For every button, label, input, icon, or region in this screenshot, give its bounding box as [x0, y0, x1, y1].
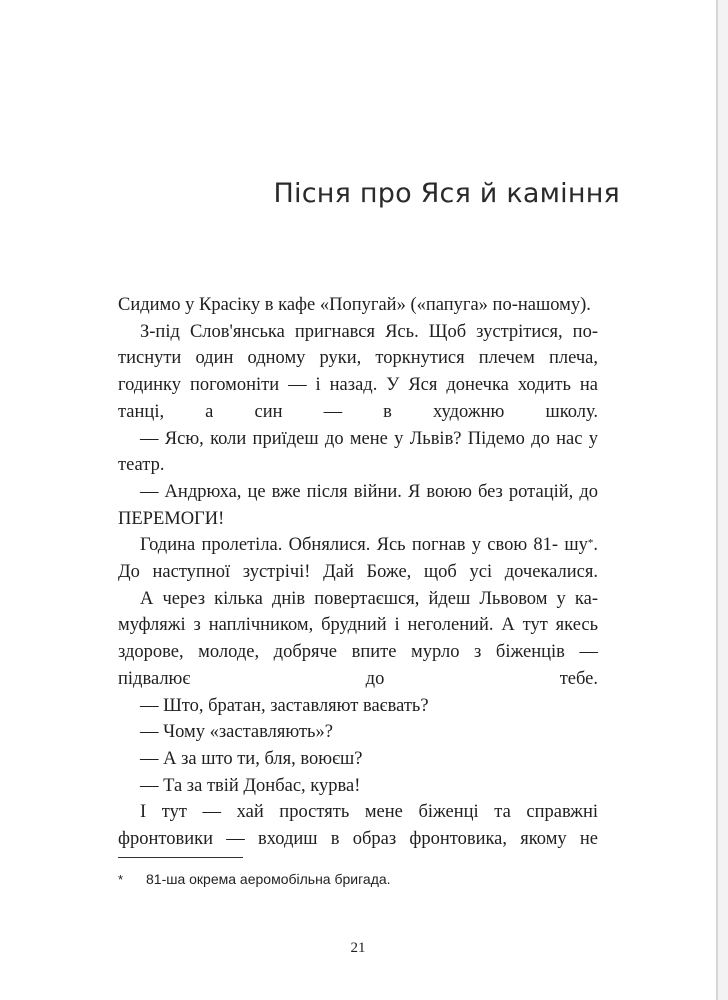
text-line: — А за што ти, бля, воюєш? — [140, 748, 363, 769]
page-number: 21 — [350, 940, 366, 956]
text-line: — Андрюха, це вже після війни. Я воюю без ротацій, — [140, 481, 574, 502]
page-edge-shadow — [718, 0, 728, 1000]
text-line: Година пролетіла. Обнялися. Ясь погнав у свою 81- — [140, 535, 559, 556]
paragraph — [118, 799, 598, 852]
text-line: годинку погомоніти — і назад. У Яся донечка ходить на — [118, 375, 598, 396]
text-line: до ПЕРЕМОГИ! — [118, 481, 598, 529]
text-line: тиснути один одному руки, торкнутися плечем плеча, — [118, 348, 598, 369]
text-line: муфляжі з наплічником, брудний і неголений. А тут — [118, 615, 548, 636]
text-line: А через кілька днів повертаєшся, йдеш Львовом у ка- — [140, 588, 598, 609]
text-line: фронтовики — входиш в образ фронтовика, якому не — [118, 829, 598, 850]
chapter-body — [118, 292, 598, 853]
paragraph — [118, 292, 598, 319]
text-line: До наступної зустрічі! Дай Боже, щоб усі дочекалися. — [118, 562, 598, 583]
paragraph — [118, 319, 598, 426]
text-line: підвалює до тебе. — [118, 668, 598, 689]
paragraph — [118, 719, 598, 746]
text-line: якесь здорове, молоде, добряче впите мурло з біженців — — [118, 615, 599, 663]
footnote-divider — [118, 857, 243, 858]
paragraph — [118, 426, 598, 479]
footnote-reference: * — [587, 537, 594, 550]
footnote-text: 81-ша окрема аеромобільна бригада. — [146, 871, 391, 887]
text-line: у театр. — [118, 428, 599, 476]
text-line: З-під Слов'янська пригнався Ясь. Щоб зустрітися, по- — [140, 321, 598, 342]
text-line: — Та за твій Донбас, курва! — [140, 775, 361, 796]
chapter-title: Пісня про Яся й каміння — [273, 178, 620, 209]
paragraph — [118, 586, 598, 693]
footnote-marker: * — [118, 872, 124, 887]
paragraph — [118, 773, 598, 800]
text-line: танці, а син — в художню школу. — [118, 401, 598, 422]
paragraph — [118, 693, 598, 720]
text-line: І тут — хай простять мене біженці та справжні — [140, 802, 598, 823]
paragraph — [118, 746, 598, 773]
text-line: шу — [564, 535, 588, 556]
text-line: — Што, братан, заставляют ваєвать? — [140, 695, 429, 716]
page-edge-line — [716, 0, 718, 1000]
text-line: — Чому «заставляють»? — [140, 722, 333, 743]
text-line: Сидимо у Красіку в кафе «Попугай» («папуга» по-нашому). — [118, 295, 591, 315]
text-line: — Ясю, коли приїдеш до мене у Львів? Підемо до нас — [140, 428, 583, 449]
footnote — [118, 871, 598, 887]
paragraph: Година пролетіла. Обнялися. Ясь погнав у свою 81- шу*. До наступної зустрічі! Дай Боже, щоб усі дочекалися. — [118, 535, 598, 583]
paragraph — [118, 479, 598, 532]
